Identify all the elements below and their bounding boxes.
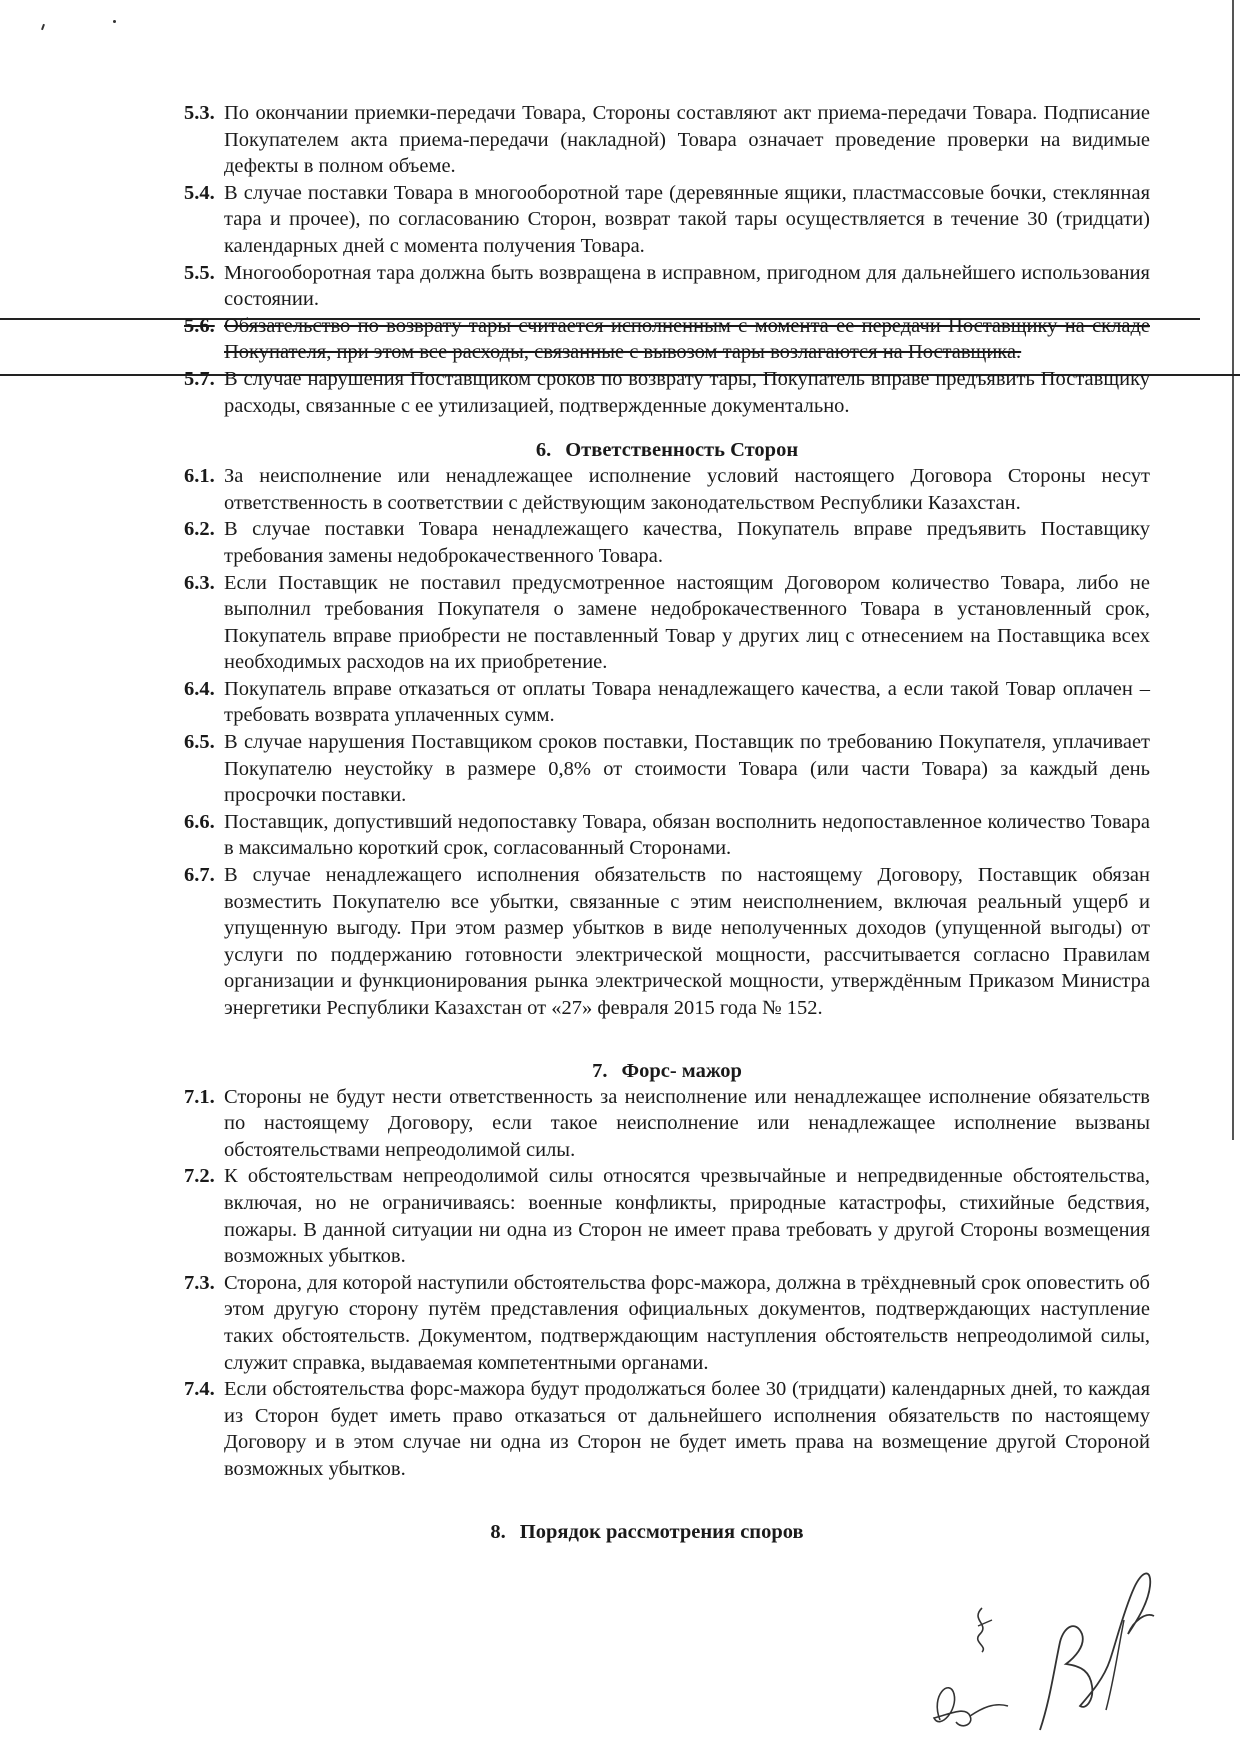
clause-number: 6.2. [184, 518, 215, 541]
clause-number: 6.4. [184, 677, 215, 700]
clause-text: Обязательство по возврату тары считается исполненным с момента ее передачи Поставщику на складе Покупателя, при этом все расходы, связанные с вывозом тары возлагаются на Поставщика. [224, 314, 1150, 364]
clause-number: 5.3. [184, 102, 215, 124]
section-heading [184, 437, 1150, 463]
clause-text: Стороны не будут нести ответственность за неисполнение или ненадлежащее исполнение обязательств по настоящему Договору, если такое неисполнение или ненадлежащее исполнение вызваны обстоятельствами непреодолимой силы. [224, 1085, 1150, 1161]
clause-text: К обстоятельствам непреодолимой силы относятся чрезвычайные и непредвиденные обстоятельства, включая, но не ограничиваясь: военные конфликты, природные катастрофы, стихийные бедствия, пожары. В данной ситуации ни одна из Сторон не имеет права требовать у другой Стороны возмещения возможных убытков. [224, 1165, 1150, 1268]
clause-number: 7.1. [184, 1085, 215, 1108]
clause-number: 6.5. [184, 731, 215, 754]
clause-6-1 [184, 463, 1150, 516]
clause-text: Если Поставщик не поставил предусмотренное настоящим Договором количество Товара, либо не выполнил требования Покупателя о замене недоброкачественного Товара в установленный срок, Покупатель вправе приобрести не поставленный Товар у других лиц с отнесением на Поставщика всех необходимых расходов на их приобретение. [224, 571, 1150, 674]
clause-5-7 [184, 366, 1150, 419]
document-body [184, 100, 1150, 1545]
scan-edge-line [1232, 0, 1234, 1140]
clause-5-4 [184, 180, 1150, 260]
clause-text: Многооборотная тара должна быть возвращена в исправном, пригодном для дальнейшего использования состоянии. [224, 261, 1150, 311]
clause-text: В случае поставки Товара ненадлежащего качества, Покупатель вправе предъявить Поставщику требования замены недоброкачественного Товара. [224, 518, 1150, 567]
section-8 [184, 1519, 1150, 1545]
clause-6-2 [184, 516, 1150, 569]
section-heading [184, 1058, 1150, 1084]
clause-number: 5.7. [184, 367, 215, 390]
clause-number: 7.3. [184, 1271, 215, 1294]
section-number: 7. [592, 1059, 608, 1082]
clause-7-3 [184, 1270, 1150, 1376]
clause-6-3 [184, 570, 1150, 676]
clause-text: Если обстоятельства форс-мажора будут продолжаться более 30 (тридцати) календарных дней, то каждая из Сторон будет иметь право отказаться от дальнейшего исполнения обязательств по настоящему Договору и в этом случае ни одна из Сторон не будет иметь права на возмещение другой Стороной возможных убытков. [224, 1378, 1150, 1480]
section-5 [184, 100, 1150, 419]
clause-number: 7.4. [184, 1378, 215, 1401]
clause-text: За неисполнение или ненадлежащее исполнение условий настоящего Договора Стороны несут ответственность в соответствии с действующим законодательством Республики Казахстан. [224, 465, 1150, 514]
section-title: Ответственность Сторон [565, 439, 799, 462]
clause-number: 6.6. [184, 810, 215, 833]
clause-6-6 [184, 809, 1150, 862]
clause-6-4 [184, 676, 1150, 729]
clause-number: 5.5. [184, 261, 215, 284]
clause-5-5 [184, 260, 1150, 313]
clause-text: В случае нарушения Поставщиком сроков поставки, Поставщик по требованию Покупателя, уплачивает Покупателю неустойку в размере 0,8% от стоимости Товара (или части Товара) за каждый день просрочки поставки. [224, 731, 1150, 807]
clause-text: Поставщик, допустивший недопоставку Товара, обязан восполнить недопоставленное количество Товара в максимально короткий срок, согласованный Сторонами. [224, 810, 1150, 860]
clause-5-6-struck [184, 313, 1150, 366]
scan-speck [41, 24, 45, 30]
clause-number: 5.6. [184, 314, 215, 337]
clause-7-4 [184, 1376, 1150, 1482]
clause-number: 6.1. [184, 465, 215, 488]
clause-5-3 [184, 100, 1150, 180]
clause-6-7 [184, 862, 1150, 1022]
handwritten-signature [1020, 1560, 1170, 1750]
section-heading [184, 1519, 1150, 1545]
section-6 [184, 437, 1150, 1021]
clause-number: 6.7. [184, 864, 215, 887]
section-number: 8. [490, 1520, 506, 1543]
clause-number: 5.4. [184, 181, 215, 204]
clause-text: В случае ненадлежащего исполнения обязательств по настоящему Договору, Поставщик обязан возместить Покупателю все убытки, связанные с этим неисполнением, включая реальный ущерб и упущенную выгоду. При этом размер убытков в виде неполученных доходов (упущенной выгоды) от услуги по поддержанию готовности электрической мощности, рассчитывается согласно Правилам организации и функционирования рынка электрической мощности, утверждённым Приказом Министра энергетики Республики Казахстан от «27» февраля 2015 года № 152. [224, 864, 1150, 1019]
section-title: Порядок рассмотрения споров [519, 1520, 804, 1543]
clause-text: Сторона, для которой наступили обстоятельства форс-мажора, должна в трёхдневный срок оповестить об этом другую сторону путём представления официальных документов, подтверждающих наступление таких обстоятельств. Документом, подтверждающим наступления обстоятельств непреодолимой силы, служит справка, выдаваемая компетентными органами. [224, 1271, 1150, 1374]
scan-speck [113, 20, 116, 23]
clause-text: В случае поставки Товара в многооборотной таре (деревянные ящики, пластмассовые бочки, стеклянная тара и прочее), по согласованию Сторон, возврат такой тары осуществляется в течение 30 (тридцати) календарных дней с момента получения Товара. [224, 181, 1150, 257]
clause-text: Покупатель вправе отказаться от оплаты Товара ненадлежащего качества, а если такой Товар оплачен – требовать возврата уплаченных сумм. [224, 677, 1150, 727]
clause-number: 7.2. [184, 1165, 215, 1188]
clause-number: 6.3. [184, 571, 215, 594]
section-number: 6. [535, 439, 552, 462]
clause-6-5 [184, 729, 1150, 809]
clause-text: По окончании приемки-передачи Товара, Стороны составляют акт приема-передачи Товара. Подписание Покупателем акта приема-передачи (накладной) Товара означает проведение проверки на видимые дефекты в полном объеме. [224, 102, 1150, 178]
clause-text: В случае нарушения Поставщиком сроков по возврату тары, Покупатель вправе предъявить Поставщику расходы, связанные с ее утилизацией, подтвержденные документально. [224, 367, 1150, 417]
handwritten-initials [910, 1590, 1020, 1740]
clause-7-2 [184, 1163, 1150, 1269]
clause-7-1 [184, 1084, 1150, 1164]
section-title: Форс- мажор [621, 1059, 742, 1082]
section-7 [184, 1058, 1150, 1483]
